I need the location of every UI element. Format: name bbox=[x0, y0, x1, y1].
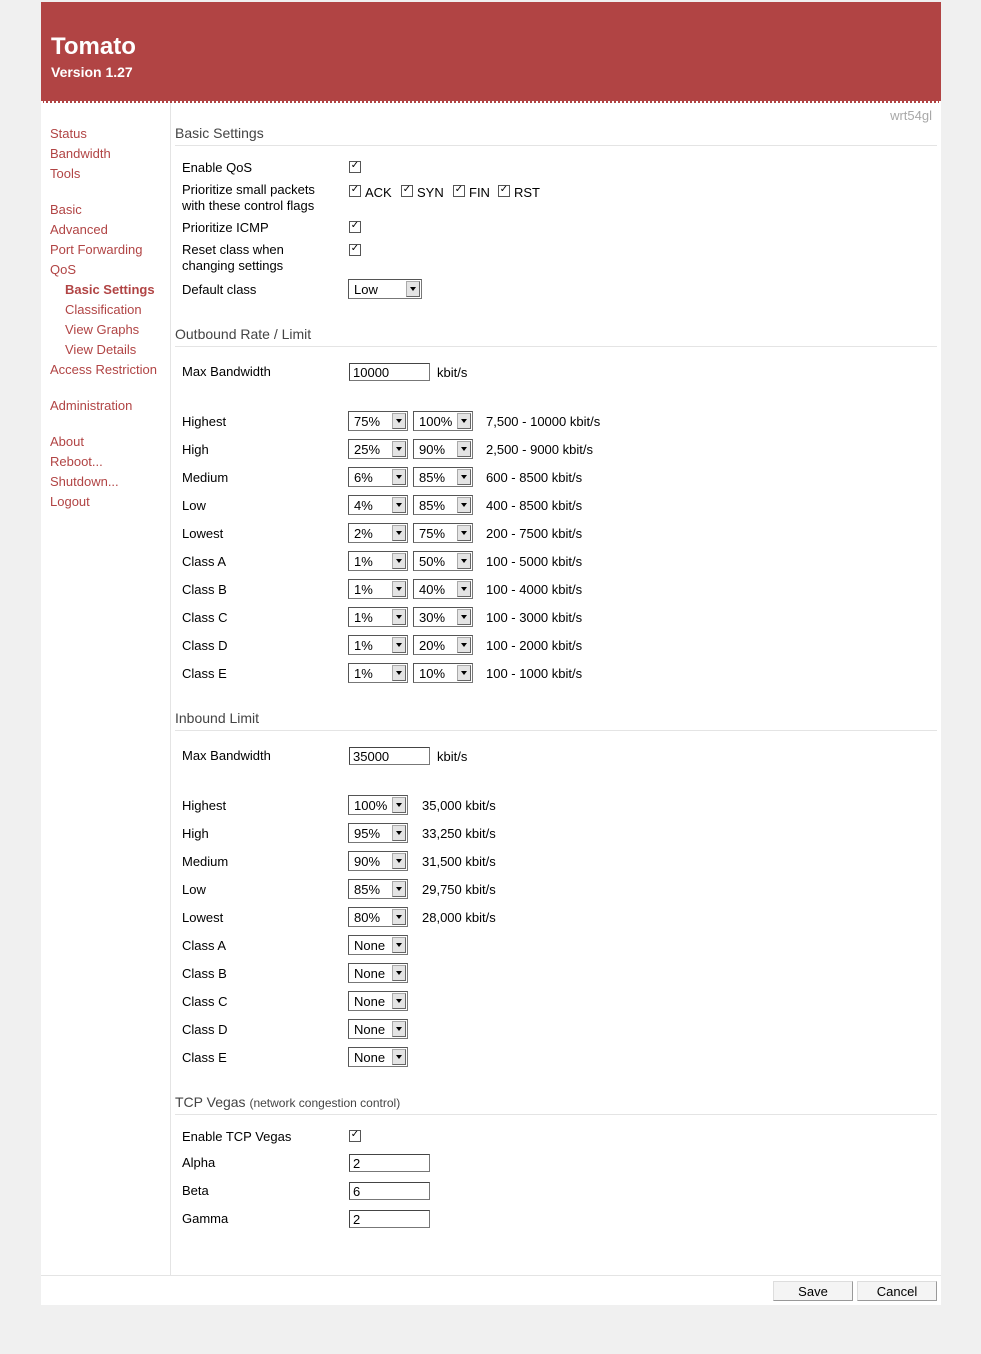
outbound-class-e-min-select[interactable] bbox=[348, 663, 408, 683]
inbound-high-limit-select[interactable] bbox=[348, 823, 408, 843]
nav-qos-classification[interactable]: Classification bbox=[65, 302, 142, 317]
alpha-label: Alpha bbox=[182, 1155, 216, 1170]
inbound-class-b-limit-select[interactable] bbox=[348, 963, 408, 983]
outbound-class-b-max-select-value: 40% bbox=[419, 582, 446, 597]
chevron-down-icon bbox=[457, 469, 471, 485]
prioritize-icmp-checkbox[interactable] bbox=[349, 221, 361, 233]
outbound-class-b-max-select[interactable] bbox=[413, 579, 473, 599]
inbound-lowest-limit-select[interactable] bbox=[348, 907, 408, 927]
chevron-down-icon bbox=[392, 609, 406, 625]
outbound-highest-min-select-value: 75% bbox=[354, 414, 381, 429]
nav-administration[interactable]: Administration bbox=[50, 398, 133, 413]
inbound-class-d-limit-select-value: None bbox=[354, 1022, 386, 1037]
inbound-high-label: High bbox=[182, 826, 209, 841]
nav-qos[interactable]: QoS bbox=[50, 262, 77, 277]
nav-bandwidth[interactable]: Bandwidth bbox=[50, 146, 111, 161]
section-title-inbound: Inbound Limit bbox=[175, 710, 937, 731]
outbound-class-d-range: 100 - 2000 kbit/s bbox=[486, 638, 583, 653]
chevron-down-icon bbox=[392, 853, 406, 869]
inbound-highest-limit-select[interactable] bbox=[348, 795, 408, 815]
outbound-highest-max-select-value: 100% bbox=[419, 414, 453, 429]
nav-basic[interactable]: Basic bbox=[50, 202, 82, 217]
prioritize-icmp-label: Prioritize ICMP bbox=[182, 220, 269, 235]
inbound-lowest-label: Lowest bbox=[182, 910, 224, 925]
flag-syn-label: SYN bbox=[417, 185, 444, 200]
chevron-down-icon bbox=[457, 609, 471, 625]
outbound-class-c-min-select-value: 1% bbox=[354, 610, 373, 625]
inbound-class-d-limit-select[interactable] bbox=[348, 1019, 408, 1039]
nav-qos-view-details[interactable]: View Details bbox=[65, 342, 137, 357]
nav-port-forwarding[interactable]: Port Forwarding bbox=[50, 242, 143, 257]
outbound-medium-min-select-value: 6% bbox=[354, 470, 373, 485]
chevron-down-icon bbox=[392, 937, 406, 953]
chevron-down-icon bbox=[392, 1049, 406, 1065]
chevron-down-icon bbox=[392, 553, 406, 569]
chevron-down-icon bbox=[392, 881, 406, 897]
outbound-lowest-label: Lowest bbox=[182, 526, 224, 541]
enable-vegas-checkbox[interactable] bbox=[349, 1130, 361, 1142]
outbound-medium-min-select[interactable] bbox=[348, 467, 408, 487]
chevron-down-icon bbox=[392, 413, 406, 429]
vegas-title: TCP Vegas bbox=[175, 1094, 246, 1110]
inbound-high-rate: 33,250 kbit/s bbox=[422, 826, 496, 841]
outbound-medium-max-select[interactable] bbox=[413, 467, 473, 487]
chevron-down-icon bbox=[392, 581, 406, 597]
default-class-value: Low bbox=[354, 282, 378, 297]
outbound-class-a-max-select-value: 50% bbox=[419, 554, 446, 569]
nav-qos-basic-settings[interactable]: Basic Settings bbox=[65, 282, 155, 297]
outbound-class-b-range: 100 - 4000 kbit/s bbox=[486, 582, 583, 597]
outbound-lowest-min-select-value: 2% bbox=[354, 526, 373, 541]
flag-fin-checkbox[interactable] bbox=[453, 185, 465, 197]
outbound-highest-range: 7,500 - 10000 kbit/s bbox=[486, 414, 601, 429]
chevron-down-icon bbox=[392, 825, 406, 841]
gamma-label: Gamma bbox=[182, 1211, 229, 1226]
cancel-button[interactable]: Cancel bbox=[857, 1281, 937, 1301]
inbound-class-b-limit-select-value: None bbox=[354, 966, 386, 981]
flag-ack-checkbox[interactable] bbox=[349, 185, 361, 197]
chevron-down-icon bbox=[457, 525, 471, 541]
chevron-down-icon bbox=[392, 469, 406, 485]
outbound-class-e-min-select-value: 1% bbox=[354, 666, 373, 681]
chevron-down-icon bbox=[457, 441, 471, 457]
outbound-class-b-min-select[interactable] bbox=[348, 579, 408, 599]
outbound-medium-label: Medium bbox=[182, 470, 229, 485]
outbound-class-b-min-select-value: 1% bbox=[354, 582, 373, 597]
inbound-class-c-label: Class C bbox=[182, 994, 228, 1009]
inbound-class-a-limit-select[interactable] bbox=[348, 935, 408, 955]
outbound-medium-max-select-value: 85% bbox=[419, 470, 446, 485]
reset-class-label-2: changing settings bbox=[182, 258, 284, 273]
chevron-down-icon bbox=[406, 281, 420, 297]
outbound-class-a-range: 100 - 5000 kbit/s bbox=[486, 554, 583, 569]
prioritize-small-label-1: Prioritize small packets bbox=[182, 182, 315, 197]
router-name: wrt54gl bbox=[890, 108, 932, 123]
outbound-class-d-min-select[interactable] bbox=[348, 635, 408, 655]
nav-reboot[interactable]: Reboot... bbox=[50, 454, 103, 469]
app-title: Tomato bbox=[51, 33, 136, 60]
outbound-class-e-max-select[interactable] bbox=[413, 663, 473, 683]
chevron-down-icon bbox=[392, 441, 406, 457]
chevron-down-icon bbox=[392, 665, 406, 681]
outbound-highest-max-select[interactable] bbox=[413, 411, 473, 431]
reset-class-label-1: Reset class when bbox=[182, 242, 284, 257]
alpha-input[interactable] bbox=[349, 1154, 430, 1172]
outbound-highest-label: Highest bbox=[182, 414, 227, 429]
inbound-max-bw-input[interactable] bbox=[349, 747, 430, 765]
inbound-lowest-rate: 28,000 kbit/s bbox=[422, 910, 496, 925]
outbound-low-max-select-value: 85% bbox=[419, 498, 446, 513]
nav-logout[interactable]: Logout bbox=[50, 494, 90, 509]
outbound-max-bw-label: Max Bandwidth bbox=[182, 364, 271, 379]
outbound-class-d-label: Class D bbox=[182, 638, 228, 653]
nav-qos-view-graphs[interactable]: View Graphs bbox=[65, 322, 140, 337]
inbound-class-c-limit-select[interactable] bbox=[348, 991, 408, 1011]
prioritize-small-label-2: with these control flags bbox=[182, 198, 315, 213]
header-banner bbox=[41, 2, 941, 103]
outbound-class-b-label: Class B bbox=[182, 582, 227, 597]
vegas-subtitle: (network congestion control) bbox=[249, 1096, 401, 1110]
outbound-class-a-min-select[interactable] bbox=[348, 551, 408, 571]
chevron-down-icon bbox=[457, 497, 471, 513]
outbound-low-min-select[interactable] bbox=[348, 495, 408, 515]
outbound-class-d-max-select[interactable] bbox=[413, 635, 473, 655]
flag-fin-label: FIN bbox=[469, 185, 490, 200]
outbound-lowest-min-select[interactable] bbox=[348, 523, 408, 543]
outbound-high-range: 2,500 - 9000 kbit/s bbox=[486, 442, 593, 457]
outbound-class-e-max-select-value: 10% bbox=[419, 666, 446, 681]
inbound-highest-limit-select-value: 100% bbox=[354, 798, 388, 813]
reset-class-checkbox[interactable] bbox=[349, 244, 361, 256]
inbound-class-a-limit-select-value: None bbox=[354, 938, 386, 953]
inbound-low-limit-select[interactable] bbox=[348, 879, 408, 899]
inbound-max-bw-unit: kbit/s bbox=[437, 749, 468, 764]
inbound-max-bw-label: Max Bandwidth bbox=[182, 748, 271, 763]
inbound-medium-limit-select-value: 90% bbox=[354, 854, 381, 869]
sidebar-nav bbox=[41, 103, 171, 1275]
page-frame bbox=[41, 2, 941, 1304]
save-button[interactable]: Save bbox=[773, 1281, 853, 1301]
chevron-down-icon bbox=[392, 497, 406, 513]
nav-advanced[interactable]: Advanced bbox=[50, 222, 108, 237]
inbound-highest-rate: 35,000 kbit/s bbox=[422, 798, 496, 813]
nav-status[interactable]: Status bbox=[50, 126, 87, 141]
inbound-medium-limit-select[interactable] bbox=[348, 851, 408, 871]
chevron-down-icon bbox=[457, 553, 471, 569]
inbound-low-limit-select-value: 85% bbox=[354, 882, 381, 897]
chevron-down-icon bbox=[392, 993, 406, 1009]
outbound-class-c-range: 100 - 3000 kbit/s bbox=[486, 610, 583, 625]
outbound-class-e-range: 100 - 1000 kbit/s bbox=[486, 666, 583, 681]
gamma-input[interactable] bbox=[349, 1210, 430, 1228]
nav-shutdown[interactable]: Shutdown... bbox=[50, 474, 119, 489]
chevron-down-icon bbox=[392, 637, 406, 653]
outbound-low-label: Low bbox=[182, 498, 206, 513]
section-title-vegas bbox=[175, 1094, 937, 1115]
inbound-class-d-label: Class D bbox=[182, 1022, 228, 1037]
inbound-class-e-limit-select[interactable] bbox=[348, 1047, 408, 1067]
default-class-select[interactable] bbox=[348, 279, 422, 299]
chevron-down-icon bbox=[457, 637, 471, 653]
nav-about[interactable]: About bbox=[50, 434, 84, 449]
enable-qos-checkbox[interactable] bbox=[349, 161, 361, 173]
chevron-down-icon bbox=[457, 413, 471, 429]
nav-access-restriction[interactable]: Access Restriction bbox=[50, 362, 157, 377]
outbound-class-c-min-select[interactable] bbox=[348, 607, 408, 627]
chevron-down-icon bbox=[457, 665, 471, 681]
outbound-highest-min-select[interactable] bbox=[348, 411, 408, 431]
outbound-high-max-select-value: 90% bbox=[419, 442, 446, 457]
inbound-low-label: Low bbox=[182, 882, 206, 897]
chevron-down-icon bbox=[392, 965, 406, 981]
outbound-class-e-label: Class E bbox=[182, 666, 227, 681]
inbound-class-e-limit-select-value: None bbox=[354, 1050, 386, 1065]
beta-input[interactable] bbox=[349, 1182, 430, 1200]
flag-rst-checkbox[interactable] bbox=[498, 185, 510, 197]
inbound-lowest-limit-select-value: 80% bbox=[354, 910, 381, 925]
flag-rst-label: RST bbox=[514, 185, 540, 200]
inbound-highest-label: Highest bbox=[182, 798, 227, 813]
inbound-low-rate: 29,750 kbit/s bbox=[422, 882, 496, 897]
inbound-medium-rate: 31,500 kbit/s bbox=[422, 854, 496, 869]
app-version: Version 1.27 bbox=[51, 64, 133, 80]
outbound-class-d-max-select-value: 20% bbox=[419, 638, 446, 653]
outbound-medium-range: 600 - 8500 kbit/s bbox=[486, 470, 583, 485]
outbound-class-d-min-select-value: 1% bbox=[354, 638, 373, 653]
enable-vegas-label: Enable TCP Vegas bbox=[182, 1129, 292, 1144]
chevron-down-icon bbox=[392, 525, 406, 541]
inbound-class-a-label: Class A bbox=[182, 938, 227, 953]
outbound-class-a-max-select[interactable] bbox=[413, 551, 473, 571]
outbound-low-range: 400 - 8500 kbit/s bbox=[486, 498, 583, 513]
outbound-max-bw-input[interactable] bbox=[349, 363, 430, 381]
outbound-lowest-range: 200 - 7500 kbit/s bbox=[486, 526, 583, 541]
flag-ack-label: ACK bbox=[365, 185, 392, 200]
nav-tools[interactable]: Tools bbox=[50, 166, 81, 181]
outbound-class-c-max-select-value: 30% bbox=[419, 610, 446, 625]
default-class-label: Default class bbox=[182, 282, 257, 297]
inbound-class-e-label: Class E bbox=[182, 1050, 227, 1065]
section-title-basic: Basic Settings bbox=[175, 125, 937, 146]
outbound-lowest-max-select-value: 75% bbox=[419, 526, 446, 541]
enable-qos-label: Enable QoS bbox=[182, 160, 253, 175]
chevron-down-icon bbox=[392, 797, 406, 813]
section-title-outbound: Outbound Rate / Limit bbox=[175, 326, 937, 347]
chevron-down-icon bbox=[392, 909, 406, 925]
outbound-class-c-label: Class C bbox=[182, 610, 228, 625]
outbound-low-max-select[interactable] bbox=[413, 495, 473, 515]
outbound-high-min-select-value: 25% bbox=[354, 442, 381, 457]
chevron-down-icon bbox=[392, 1021, 406, 1037]
outbound-high-max-select[interactable] bbox=[413, 439, 473, 459]
flag-syn-checkbox[interactable] bbox=[401, 185, 413, 197]
inbound-class-b-label: Class B bbox=[182, 966, 227, 981]
inbound-high-limit-select-value: 95% bbox=[354, 826, 381, 841]
inbound-class-c-limit-select-value: None bbox=[354, 994, 386, 1009]
chevron-down-icon bbox=[457, 581, 471, 597]
outbound-low-min-select-value: 4% bbox=[354, 498, 373, 513]
outbound-class-a-label: Class A bbox=[182, 554, 227, 569]
outbound-high-min-select[interactable] bbox=[348, 439, 408, 459]
beta-label: Beta bbox=[182, 1183, 209, 1198]
outbound-max-bw-unit: kbit/s bbox=[437, 365, 468, 380]
outbound-class-c-max-select[interactable] bbox=[413, 607, 473, 627]
outbound-class-a-min-select-value: 1% bbox=[354, 554, 373, 569]
outbound-lowest-max-select[interactable] bbox=[413, 523, 473, 543]
inbound-medium-label: Medium bbox=[182, 854, 229, 869]
outbound-high-label: High bbox=[182, 442, 209, 457]
